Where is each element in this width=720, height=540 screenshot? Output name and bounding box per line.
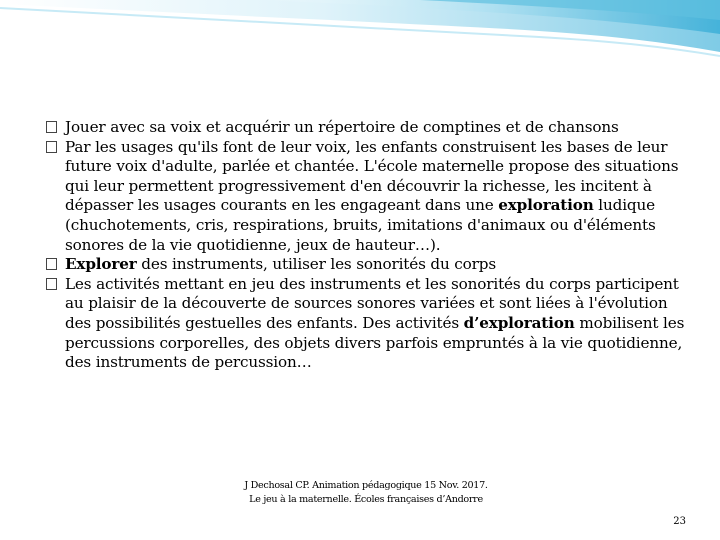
bullet-item: Jouer avec sa voix et acquérir un répertoire de comptines et de chansons bbox=[46, 118, 686, 138]
slide-footer bbox=[160, 479, 572, 507]
emphasis-text: Explorer bbox=[65, 255, 137, 274]
emphasis-text: d’exploration bbox=[463, 313, 575, 332]
decorative-wave-header bbox=[0, 0, 720, 80]
bullet-box-icon bbox=[46, 141, 57, 153]
bullet-box-icon bbox=[46, 258, 57, 270]
bullet-box-icon bbox=[46, 278, 57, 290]
bullet-item: Explorer des instruments, utiliser les sonorités du corps bbox=[46, 255, 686, 275]
footer-line-2: Le jeu à la maternelle. Écoles françaises d’Andorre bbox=[249, 494, 483, 505]
page-number: 23 bbox=[673, 516, 686, 527]
bullet-item: Par les usages qu'ils font de leur voix, les enfants construisent les bases de leur future voix d'adulte, parlée et chantée. L'école maternelle propose des situations qui leur permettent progressivement d'en découvrir la richesse, les incitent à dépasser les usages courants en les engageant dans une exploration ludique (chuchotements, cris, respirations, bruits, imitations d'animaux ou d'éléments sonores de la vie quotidienne, jeux de hauteur…). bbox=[46, 138, 686, 256]
bullet-list bbox=[46, 118, 686, 373]
bullet-box-icon bbox=[46, 121, 57, 133]
bullet-item: Les activités mettant en jeu des instruments et les sonorités du corps participent au plaisir de la découverte de sources sonores variées et sont liées à l'évolution des possibilités gestuelles des enfants. Des activités d’exploration mobilisent les percussions corporelles, des objets divers parfois empruntés à la vie quotidienne, des instruments de percussion… bbox=[46, 275, 686, 373]
footer-line-1: J Dechosal CP. Animation pédagogique 15 Nov. 2017. bbox=[244, 480, 488, 491]
emphasis-text: exploration bbox=[498, 196, 594, 215]
